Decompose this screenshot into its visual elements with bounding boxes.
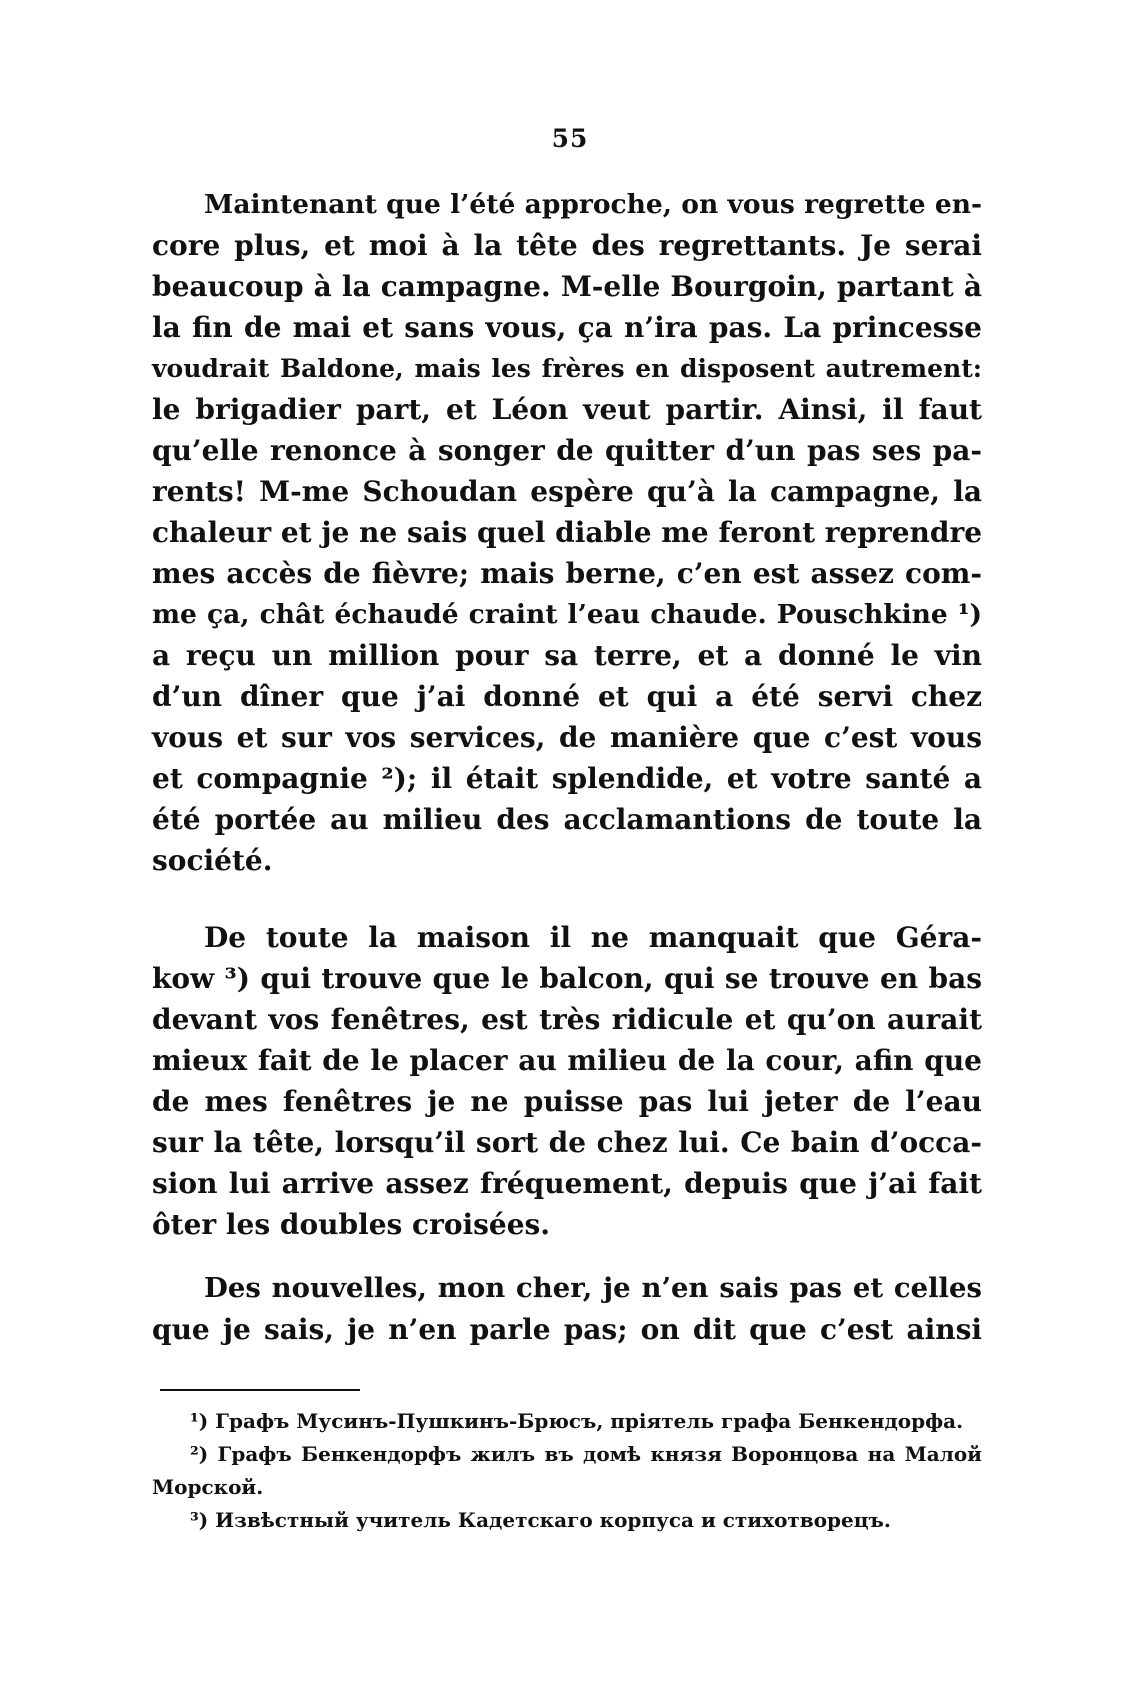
text-line: a reçu un million pour sa terre, et a donné le vin [152, 639, 982, 672]
footnote-divider [160, 1389, 360, 1391]
text-line: sur la tête, lorsqu’il sort de chez lui. Ce bain d’occa- [152, 1126, 982, 1159]
text-line: qu’elle renonce à songer de quitter d’un pas ses pa- [152, 434, 982, 467]
text-line: De toute la maison il ne manquait que Géra- [204, 921, 982, 954]
text-line: kow ³) qui trouve que le balcon, qui se trouve en bas [152, 962, 982, 995]
text-line: le brigadier part, et Léon veut partir. Ainsi, il faut [152, 393, 982, 426]
text-line: me ça, chât échaudé craint l’eau chaude. Pouschkine ¹) [152, 599, 982, 630]
text-line: société. [152, 844, 273, 877]
text-line: que je sais, je n’en parle pas; on dit que c’est ainsi [152, 1313, 982, 1346]
text-line: Maintenant que l’été approche, on vous regrette en- [204, 189, 982, 220]
paragraph-2 [152, 917, 982, 1245]
paragraph-3 [152, 1268, 982, 1350]
footnote-2: ²) Графъ Бенкендорфъ жилъ въ домѣ князя Воронцова на Малой [190, 1442, 982, 1466]
text-line: sion lui arrive assez fréquement, depuis que j’ai fait [152, 1167, 982, 1200]
text-line: la fin de mai et sans vous, ça n’ira pas. La princesse [152, 311, 982, 344]
text-line: mieux fait de le placer au milieu de la cour, afin que [152, 1044, 982, 1077]
text-line: de mes fenêtres je ne puisse pas lui jeter de l’eau [152, 1085, 982, 1118]
footnote-1: ¹) Графъ Мусинъ-Пушкинъ-Брюсъ, пріятель графа Бенкендорфа. [190, 1409, 964, 1433]
text-line: et compagnie ²); il était splendide, et votre santé a [152, 762, 982, 795]
text-line: beaucoup à la campagne. M-elle Bourgoin, partant à [152, 270, 982, 303]
text-line: core plus, et moi à la tête des regrettants. Je serai [152, 229, 982, 262]
paragraph-1 [152, 184, 982, 881]
footnotes [152, 1405, 982, 1537]
footnote-2-continuation: Морской. [152, 1475, 264, 1499]
text-line: été portée au milieu des acclamantions de toute la [152, 803, 982, 836]
text-line: Des nouvelles, mon cher, je n’en sais pas et celles [204, 1272, 982, 1304]
footnote-3: ³) Извѣстный учитель Кадетскаго корпуса и стихотворецъ. [190, 1508, 891, 1532]
page-number: 55 [551, 124, 589, 153]
text-line: chaleur et je ne sais quel diable me feront reprendre [152, 516, 983, 549]
text-line: mes accès de fièvre; mais berne, c’en est assez com- [152, 557, 982, 590]
text-line: rents! M-me Schoudan espère qu’à la campagne, la [152, 475, 982, 508]
text-line: voudrait Baldone, mais les frères en disposent autrement: [152, 354, 982, 383]
text-line: vous et sur vos services, de manière que c’est vous [152, 721, 982, 754]
text-line: devant vos fenêtres, est très ridicule et qu’on aurait [152, 1003, 982, 1036]
text-line: ôter les doubles croisées. [152, 1208, 551, 1241]
text-line: d’un dîner que j’ai donné et qui a été servi chez [152, 680, 982, 713]
